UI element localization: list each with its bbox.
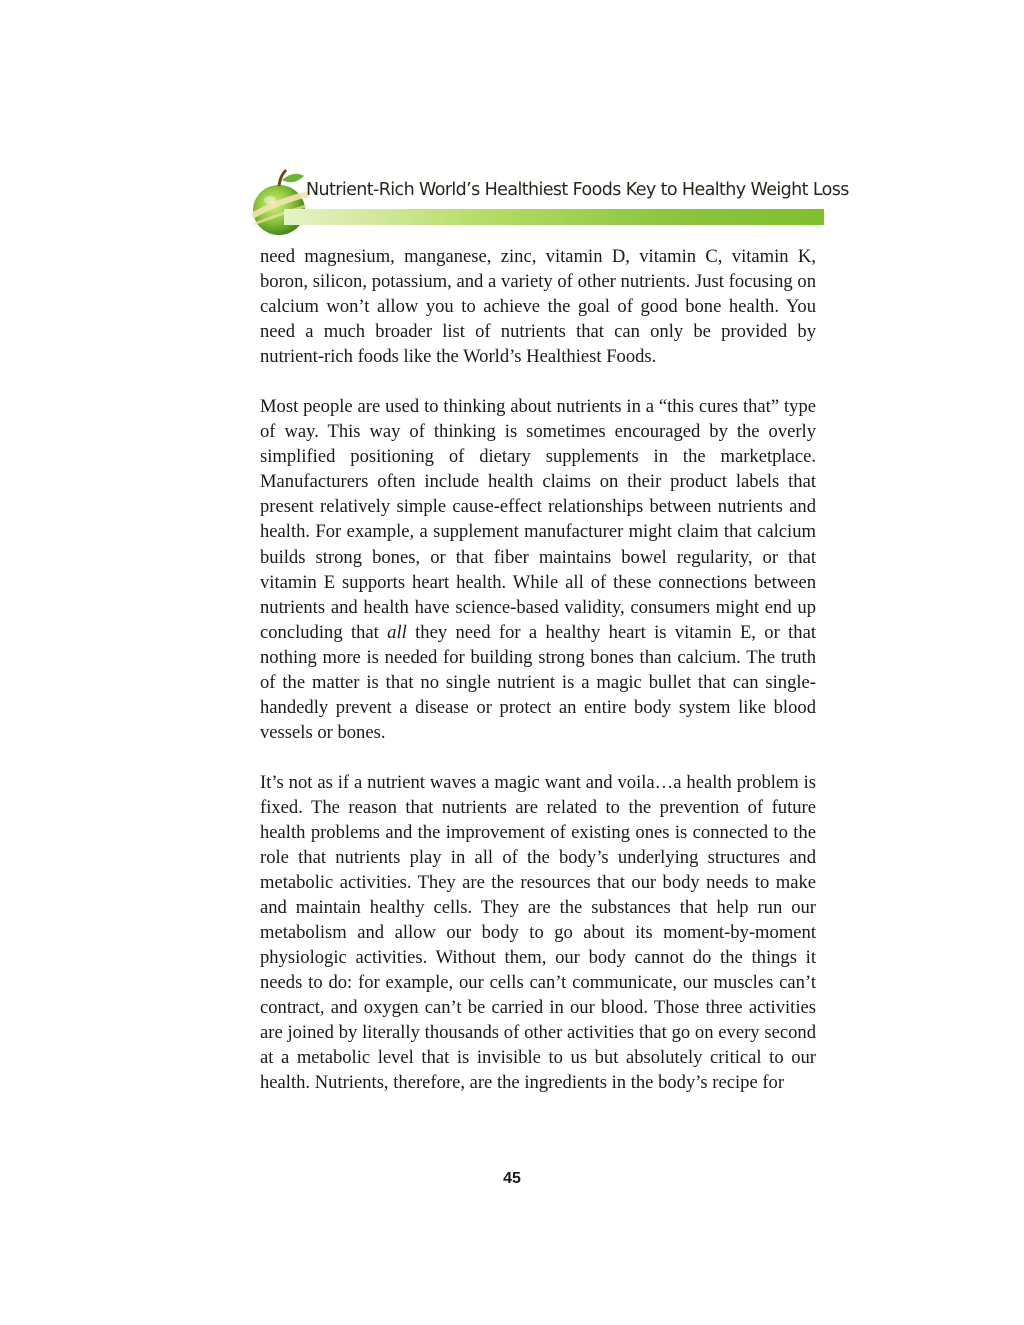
running-header-title: Nutrient-Rich World’s Healthiest Foods Key to Healthy Weight Loss (306, 180, 849, 200)
paragraph-2-text-before: Most people are used to thinking about nutrients in a “this cures that” type of way. This way of thinking is sometimes encouraged by the overly simplified positioning of dietary supplements in the marketplace. Manufacturers often include health claims on their product labels that present relatively simple cause-effect relationships between nutrients and health. For example, a supplement manufacturer might claim that calcium builds strong bones, or that fiber maintains bowel regularity, or that vitamin E supports heart health. While all of these connections between nutrients and health have science-based validity, consumers might end up concluding that (260, 396, 816, 643)
paragraph-1: need magnesium, manganese, zinc, vitamin D, vitamin C, vitamin K, boron, silicon, potassium, and a variety of other nutrients. Just focusing on calcium won’t allow you to achieve the goal of good bone health. You need a much broader list of nutrients that can only be provided by nutrient-rich foods like the World’s Healthiest Foods. (260, 246, 816, 368)
paragraph-2 (260, 394, 816, 745)
paragraph-2-text-after: they need for a healthy heart is vitamin E, or that nothing more is needed for building strong bones than calcium. The truth of the matter is that no single nutrient is a magic bullet that can single-handedly prevent a disease or protect an entire body system like blood vessels or bones. (260, 621, 816, 743)
paragraph-3: It’s not as if a nutrient waves a magic want and voila…a health problem is fixed. The reason that nutrients are related to the prevention of future health problems and the improvement of existing ones is connected to the role that nutrients play in all of the body’s underlying structures and metabolic activities. They are the resources that our body needs to make and maintain healthy cells. They are the substances that help run our metabolism and allow our body to go about its moment-by-moment physiologic activities. Without them, our body cannot do the things it needs to do: for example, our cells can’t communicate, our muscles can’t contract, and oxygen can’t be carried in our blood. Those three activities are joined by literally thousands of other activities that go on every second at a metabolic level that is invisible to us but absolutely critical to our health. Nutrients, therefore, are the ingredients in the body’s recipe for (260, 771, 816, 1094)
page-header (246, 166, 849, 246)
header-accent-bar (284, 209, 824, 225)
green-apple-icon (246, 166, 312, 242)
body-text (260, 244, 816, 1096)
paragraph-2-emphasis: all (387, 621, 407, 643)
page-number: 45 (503, 1170, 521, 1187)
